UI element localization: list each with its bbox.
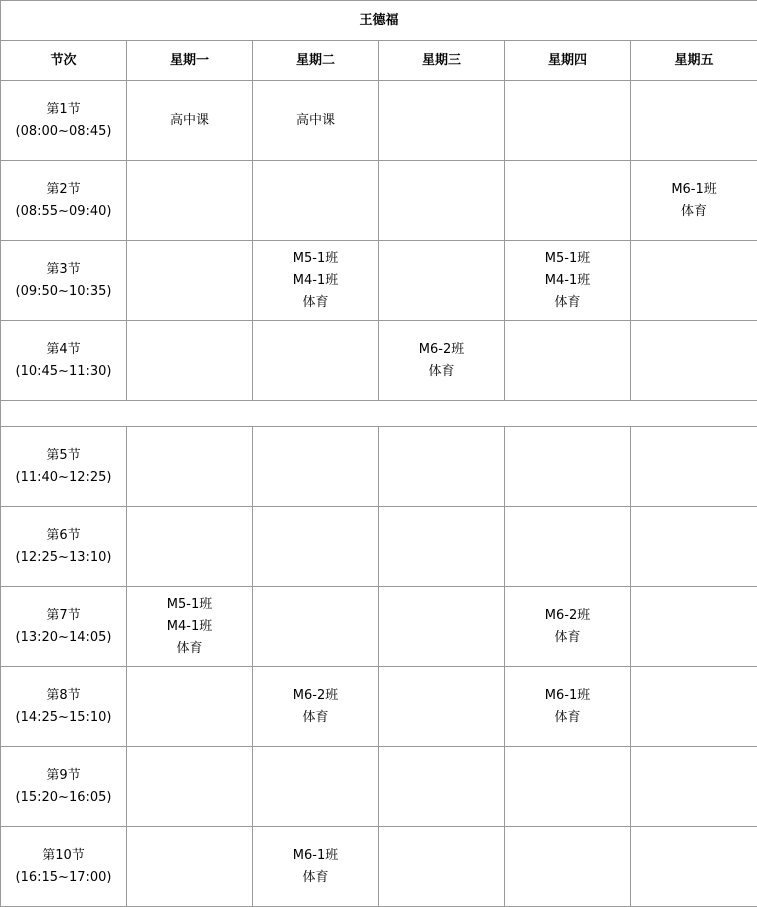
cell-thursday xyxy=(505,827,631,907)
class-entry: 体育 xyxy=(176,640,203,656)
period-time: (08:55~09:40) xyxy=(15,203,112,219)
period-time: (16:15~17:00) xyxy=(15,869,112,885)
cell-thursday xyxy=(505,667,631,747)
period-time: (08:00~08:45) xyxy=(15,123,112,139)
cell-wednesday xyxy=(379,667,505,747)
cell-friday xyxy=(631,747,757,827)
class-entry: 体育 xyxy=(681,203,708,219)
class-entry: 体育 xyxy=(554,294,581,310)
period-time: (14:25~15:10) xyxy=(15,709,112,725)
cell-friday xyxy=(631,827,757,907)
cell-tuesday xyxy=(253,827,379,907)
table-row xyxy=(1,587,757,667)
cell-tuesday xyxy=(253,747,379,827)
class-entry: M6-1班 xyxy=(544,687,591,703)
header-friday: 星期五 xyxy=(631,41,757,81)
cell-friday xyxy=(631,587,757,667)
table-row xyxy=(1,241,757,321)
cell-wednesday xyxy=(379,241,505,321)
period-time: (10:45~11:30) xyxy=(15,363,112,379)
cell-wednesday xyxy=(379,747,505,827)
cell-wednesday xyxy=(379,321,505,401)
class-entry: M6-1班 xyxy=(292,847,339,863)
period-name: 第2节 xyxy=(46,181,81,197)
table-row xyxy=(1,507,757,587)
cell-friday xyxy=(631,81,757,161)
table-row xyxy=(1,667,757,747)
period-time: (09:50~10:35) xyxy=(15,283,112,299)
class-entry: 体育 xyxy=(302,869,329,885)
cell-thursday xyxy=(505,587,631,667)
cell-monday xyxy=(127,427,253,507)
cell-monday xyxy=(127,81,253,161)
cell-thursday xyxy=(505,507,631,587)
timetable-body xyxy=(1,81,757,907)
period-name: 第4节 xyxy=(46,341,81,357)
period-cell xyxy=(1,81,127,161)
cell-friday xyxy=(631,161,757,241)
header-monday: 星期一 xyxy=(127,41,253,81)
cell-friday xyxy=(631,667,757,747)
cell-monday xyxy=(127,827,253,907)
class-entry: 体育 xyxy=(302,294,329,310)
table-row xyxy=(1,161,757,241)
class-entry: 高中课 xyxy=(169,112,209,128)
period-cell xyxy=(1,507,127,587)
cell-wednesday xyxy=(379,81,505,161)
cell-thursday xyxy=(505,161,631,241)
class-entry: M5-1班 xyxy=(166,596,213,612)
period-name: 第1节 xyxy=(46,101,81,117)
table-row xyxy=(1,321,757,401)
header-tuesday: 星期二 xyxy=(253,41,379,81)
header-wednesday: 星期三 xyxy=(379,41,505,81)
class-entry: M6-2班 xyxy=(418,341,465,357)
period-name: 第3节 xyxy=(46,261,81,277)
cell-tuesday xyxy=(253,667,379,747)
table-row xyxy=(1,81,757,161)
timetable-title: 王德福 xyxy=(1,1,757,41)
cell-wednesday xyxy=(379,161,505,241)
period-name: 第8节 xyxy=(46,687,81,703)
class-entry: M6-1班 xyxy=(671,181,717,197)
class-entry: 体育 xyxy=(428,363,455,379)
cell-tuesday xyxy=(253,81,379,161)
cell-friday xyxy=(631,507,757,587)
period-name: 第5节 xyxy=(46,447,81,463)
period-cell xyxy=(1,161,127,241)
period-cell xyxy=(1,321,127,401)
class-entry: 高中课 xyxy=(295,112,335,128)
period-time: (11:40~12:25) xyxy=(15,469,112,485)
class-entry: M4-1班 xyxy=(544,272,591,288)
break-cell xyxy=(1,401,757,427)
class-entry: M5-1班 xyxy=(292,250,339,266)
title-row xyxy=(1,1,757,41)
cell-thursday xyxy=(505,81,631,161)
cell-tuesday xyxy=(253,587,379,667)
period-name: 第7节 xyxy=(46,607,81,623)
period-cell xyxy=(1,427,127,507)
cell-tuesday xyxy=(253,161,379,241)
cell-wednesday xyxy=(379,587,505,667)
period-cell xyxy=(1,827,127,907)
cell-thursday xyxy=(505,427,631,507)
period-time: (12:25~13:10) xyxy=(15,549,112,565)
table-row xyxy=(1,827,757,907)
class-entry: M4-1班 xyxy=(166,618,213,634)
cell-monday xyxy=(127,747,253,827)
period-cell xyxy=(1,241,127,321)
cell-wednesday xyxy=(379,507,505,587)
cell-tuesday xyxy=(253,427,379,507)
table-row xyxy=(1,427,757,507)
period-cell xyxy=(1,747,127,827)
header-row xyxy=(1,41,757,81)
class-entry: M6-2班 xyxy=(292,687,339,703)
period-cell xyxy=(1,667,127,747)
class-entry: M5-1班 xyxy=(544,250,591,266)
class-entry: 体育 xyxy=(302,709,329,725)
cell-thursday xyxy=(505,321,631,401)
class-entry: M6-2班 xyxy=(544,607,591,623)
cell-thursday xyxy=(505,747,631,827)
class-entry: 体育 xyxy=(554,629,581,645)
cell-monday xyxy=(127,321,253,401)
cell-friday xyxy=(631,427,757,507)
class-entry: M4-1班 xyxy=(292,272,339,288)
cell-wednesday xyxy=(379,827,505,907)
cell-monday xyxy=(127,587,253,667)
period-time: (15:20~16:05) xyxy=(15,789,112,805)
cell-monday xyxy=(127,667,253,747)
header-thursday: 星期四 xyxy=(505,41,631,81)
class-entry: 体育 xyxy=(554,709,581,725)
cell-thursday xyxy=(505,241,631,321)
period-cell xyxy=(1,587,127,667)
cell-monday xyxy=(127,241,253,321)
period-name: 第9节 xyxy=(46,767,81,783)
cell-tuesday xyxy=(253,321,379,401)
cell-monday xyxy=(127,507,253,587)
header-period: 节次 xyxy=(1,41,127,81)
period-name: 第6节 xyxy=(46,527,81,543)
period-name: 第10节 xyxy=(42,847,85,863)
cell-monday xyxy=(127,161,253,241)
break-row xyxy=(1,401,757,427)
cell-friday xyxy=(631,321,757,401)
cell-tuesday xyxy=(253,241,379,321)
table-row xyxy=(1,747,757,827)
cell-wednesday xyxy=(379,427,505,507)
period-time: (13:20~14:05) xyxy=(15,629,112,645)
cell-friday xyxy=(631,241,757,321)
cell-tuesday xyxy=(253,507,379,587)
